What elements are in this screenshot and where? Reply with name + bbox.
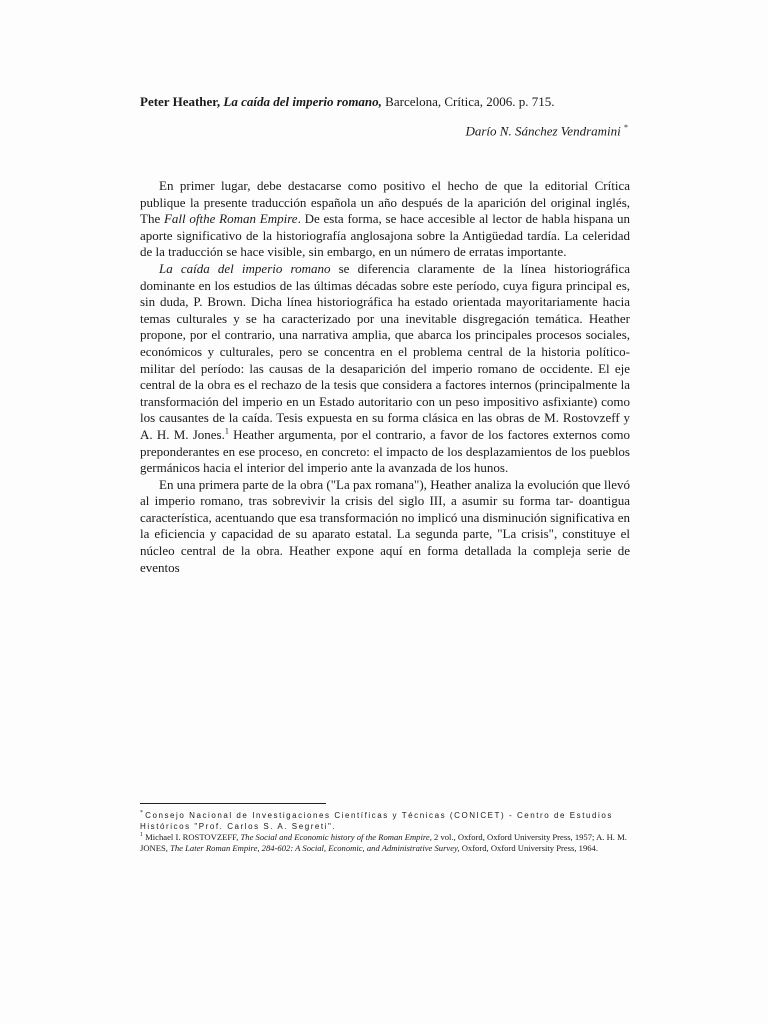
- book-publication: Barcelona, Crítica, 2006. p. 715.: [385, 94, 555, 109]
- footnote-1: $^1$ Michael I. ROSTOVZEFF, The Social and Economic history of the Roman Empire, 2 vol., Oxford, Oxford University Press, 1957; A. H. M. JONES, The Later Roman Empire, 284-602: A Social, Economic, and Administrative Survey, Oxford, Oxford University Press, 1964.: [140, 832, 627, 853]
- book-reference: [140, 94, 640, 110]
- original-title: Fall ofthe Roman Empire: [163, 211, 298, 227]
- paragraph-3: En una primera parte de la obra ("La pax romana"), Heather analiza la evolución que llevó al imperio romano, tras sobrevivir la crisis del siglo III, a asumir su forma tar- doantigua característica, acentuando que esa transformación no implicó una disminución significativa en la eficiencia y capacidad de su aparato estatal. La segunda parte, "La crisis", constituye el núcleo central de la obra. Heather expone aquí en forma detallada la compleja serie de eventos: [140, 476, 630, 575]
- book-title: La caída del imperio romano,: [223, 94, 382, 109]
- paragraph-1: En primer lugar, debe destacarse como positivo el hecho de que la editorial Crítica publique la presente traducción española un año después de la aparición del original inglés, The Fall ofthe Roman Empire. De esta forma, se hace accesible al lector de habla hispana un aporte significativo de la historiografía anglosajona sobre la Antigüedad tardía. La celeridad de la traducción se hace visible, sin embargo, en un número de erratas importante.: [140, 178, 631, 260]
- footnote-divider: [140, 803, 326, 804]
- paragraph-2: La caída del imperio romano se diferencia claramente de la línea historiográfica dominante en los estudios de las últimas décadas sobre este período, cuya figura principal es, sin duda, P. Brown. Dicha línea historiográfica ha estado orientada mayoritariamente hacia temas culturales y se ha caracterizado por una inevitable disgregación temática. Heather propone, por el contrario, una narrativa amplia, que abarca los principales procesos sociales, económicos y culturales, pero se concentra en el problema central de la historia político-militar del período: las causas de la desaparición del imperio romano de occidente. El eje central de la obra es el rechazo de la tesis que considera a factores internos (principalmente la transformación del imperio en un Estado autoritario con un peso impositivo asfixiante) como los causantes de la caída. Tesis expuesta en su forma clásica en las obras de M. Rostovzeff y A. H. M. Jones.$^1$ Heather argumenta, por el contrario, a favor de los factores externos como preponderantes en ese proceso, en concreto: el impacto de los desplazamientos de los pueblos germánicos hacia el interior del imperio ante la avanzada de los hunos.: [140, 260, 630, 476]
- book-title-inline: La caída del imperio romano: [159, 260, 331, 276]
- review-body: [140, 178, 630, 576]
- book-author: Peter Heather,: [140, 94, 221, 109]
- footnote-affiliation: * Consejo Nacional de Investigaciones Científicas y Técnicas (CONICET) - Centro de Estudios Históricos "Prof. Carlos S. A. Segreti".: [140, 810, 613, 831]
- reviewer-name: Darío N. Sánchez Vendramini *: [465, 123, 628, 139]
- footnotes: [140, 810, 630, 854]
- reviewer-footnote-mark: *: [624, 123, 628, 132]
- footnote-ref-1: 1: [224, 426, 229, 436]
